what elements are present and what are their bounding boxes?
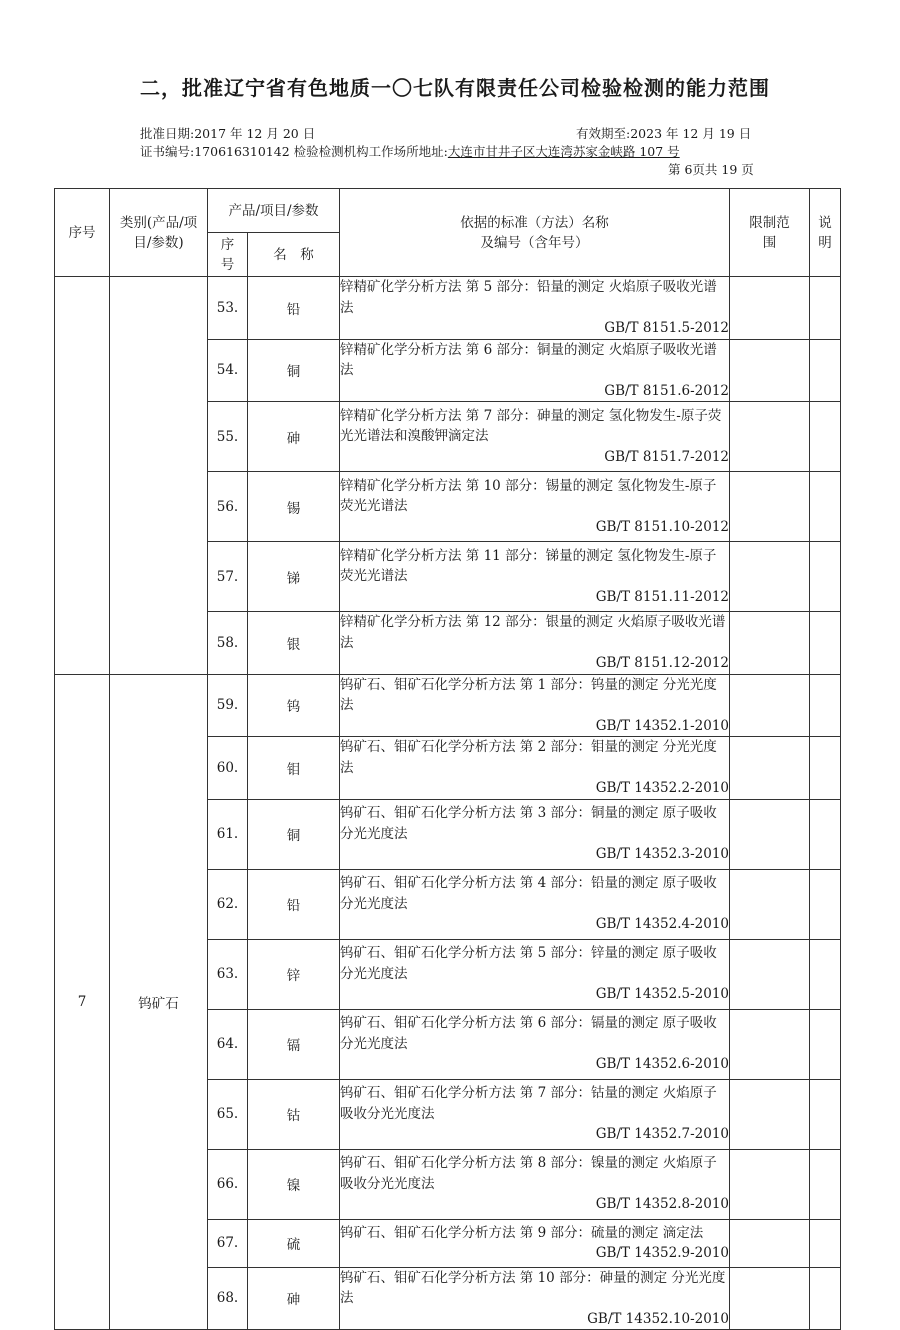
standard-title: 钨矿石、钼矿石化学分析方法 第 2 部分：钼量的测定 分光光度法 bbox=[340, 739, 717, 776]
standard-code-value: GB/T 14352.4-2010 bbox=[595, 916, 730, 933]
item-no: 60. bbox=[208, 737, 248, 800]
limit-cell bbox=[730, 339, 810, 402]
remark-cell bbox=[810, 1149, 841, 1219]
remark-cell bbox=[810, 1009, 841, 1079]
standard-code bbox=[340, 984, 729, 1005]
item-no: 57. bbox=[208, 542, 248, 612]
standard-cell bbox=[340, 674, 730, 737]
item-no: 53. bbox=[208, 277, 248, 340]
remark-cell bbox=[810, 1267, 841, 1330]
standard-code-value: GB/T 14352.5-2010 bbox=[595, 986, 730, 1003]
limit-cell bbox=[730, 1009, 810, 1079]
standard-code-value: GB/T 8151.7-2012 bbox=[604, 448, 730, 465]
item-no: 66. bbox=[208, 1149, 248, 1219]
standard-cell bbox=[340, 1267, 730, 1330]
standard-code-value: GB/T 14352.2-2010 bbox=[595, 780, 730, 796]
limit-cell bbox=[730, 472, 810, 542]
item-name: 钴 bbox=[248, 1079, 340, 1149]
standard-cell bbox=[340, 339, 730, 402]
standard-code bbox=[340, 1309, 729, 1330]
standard-title: 钨矿石、钼矿石化学分析方法 第 5 部分：锌量的测定 原子吸收分光光度法 bbox=[340, 945, 717, 982]
item-name: 铜 bbox=[248, 339, 340, 402]
standard-title: 钨矿石、钼矿石化学分析方法 第 1 部分：钨量的测定 分光光度法 bbox=[340, 676, 717, 713]
capability-table bbox=[54, 188, 841, 1330]
item-name: 砷 bbox=[248, 402, 340, 472]
table-row bbox=[55, 277, 841, 340]
standard-code-value: GB/T 14352.9-2010 bbox=[595, 1245, 730, 1261]
item-no: 67. bbox=[208, 1219, 248, 1267]
limit-cell bbox=[730, 277, 810, 340]
standard-code bbox=[340, 653, 729, 674]
group-seq bbox=[55, 277, 110, 675]
item-no: 55. bbox=[208, 402, 248, 472]
item-name: 钨 bbox=[248, 674, 340, 737]
item-no: 54. bbox=[208, 339, 248, 402]
item-name: 铅 bbox=[248, 869, 340, 939]
remark-cell bbox=[810, 542, 841, 612]
cert-no-label: 证书编号: bbox=[140, 144, 195, 159]
header-category: 类别(产品/项目/参数) bbox=[110, 189, 208, 277]
standard-code-value: GB/T 14352.6-2010 bbox=[595, 1056, 730, 1073]
standard-title: 锌精矿化学分析方法 第 5 部分：铅量的测定 火焰原子吸收光谱法 bbox=[340, 279, 717, 316]
standard-title: 钨矿石、钼矿石化学分析方法 第 4 部分：铅量的测定 原子吸收分光光度法 bbox=[340, 875, 717, 912]
limit-cell bbox=[730, 674, 810, 737]
standard-code-value: GB/T 8151.5-2012 bbox=[604, 320, 730, 336]
remark-cell bbox=[810, 674, 841, 737]
remark-cell bbox=[810, 799, 841, 869]
limit-cell bbox=[730, 612, 810, 675]
standard-cell bbox=[340, 1149, 730, 1219]
standard-code-value: GB/T 14352.10-2010 bbox=[587, 1310, 730, 1327]
item-name: 银 bbox=[248, 612, 340, 675]
limit-cell bbox=[730, 1079, 810, 1149]
standard-code-value: GB/T 14352.8-2010 bbox=[595, 1196, 730, 1213]
header-product-group: 产品/项目/参数 bbox=[208, 189, 340, 233]
item-name: 硫 bbox=[248, 1219, 340, 1267]
item-name: 镍 bbox=[248, 1149, 340, 1219]
item-no: 68. bbox=[208, 1267, 248, 1330]
item-name: 锑 bbox=[248, 542, 340, 612]
table-row bbox=[55, 674, 841, 737]
remark-cell bbox=[810, 737, 841, 800]
standard-code bbox=[340, 587, 729, 608]
standard-cell bbox=[340, 737, 730, 800]
header-limit: 限制范围 bbox=[730, 189, 810, 277]
standard-cell bbox=[340, 1009, 730, 1079]
approval-date bbox=[140, 124, 315, 142]
header-sub-seq: 序号 bbox=[208, 233, 248, 277]
header-standard: 依据的标准（方法）名称 及编号（含年号） bbox=[340, 189, 730, 277]
item-no: 59. bbox=[208, 674, 248, 737]
standard-title: 锌精矿化学分析方法 第 6 部分：铜量的测定 火焰原子吸收光谱法 bbox=[340, 341, 717, 378]
item-no: 58. bbox=[208, 612, 248, 675]
item-name: 锌 bbox=[248, 939, 340, 1009]
standard-title: 锌精矿化学分析方法 第 10 部分：锡量的测定 氢化物发生-原子荧光光谱法 bbox=[340, 477, 717, 515]
standard-cell bbox=[340, 799, 730, 869]
standard-code bbox=[340, 447, 729, 468]
group-category: 钨矿石 bbox=[110, 674, 208, 1330]
remark-cell bbox=[810, 339, 841, 402]
standard-cell bbox=[340, 1079, 730, 1149]
remark-cell bbox=[810, 612, 841, 675]
item-name: 镉 bbox=[248, 1009, 340, 1079]
standard-code bbox=[340, 778, 729, 799]
standard-code-value: GB/T 14352.7-2010 bbox=[595, 1126, 730, 1143]
page-number: 第 6页共 19 页 bbox=[668, 162, 754, 177]
header-seq: 序号 bbox=[55, 189, 110, 277]
standard-code-value: GB/T 8151.10-2012 bbox=[595, 518, 730, 535]
cert-no-value: 170616310142 bbox=[194, 144, 290, 159]
approval-date-value: 2017 年 12 月 20 日 bbox=[194, 126, 316, 141]
item-no: 62. bbox=[208, 869, 248, 939]
standard-code-value: GB/T 14352.3-2010 bbox=[595, 846, 730, 863]
item-name: 锡 bbox=[248, 472, 340, 542]
standard-code bbox=[340, 844, 729, 865]
item-no: 65. bbox=[208, 1079, 248, 1149]
standard-code bbox=[340, 1124, 729, 1145]
remark-cell bbox=[810, 869, 841, 939]
standard-cell bbox=[340, 277, 730, 340]
valid-until-label: 有效期至: bbox=[576, 126, 631, 141]
standard-title: 钨矿石、钼矿石化学分析方法 第 7 部分：钴量的测定 火焰原子吸收分光光度法 bbox=[340, 1085, 717, 1122]
limit-cell bbox=[730, 402, 810, 472]
address-label: 检验检测机构工作场所地址: bbox=[293, 144, 448, 159]
limit-cell bbox=[730, 1267, 810, 1330]
standard-code bbox=[340, 381, 729, 402]
standard-title: 锌精矿化学分析方法 第 7 部分：砷量的测定 氢化物发生-原子荧光光谱法和溴酸钾滴定法 bbox=[340, 407, 722, 445]
standard-code bbox=[340, 1054, 729, 1075]
standard-cell bbox=[340, 1219, 730, 1267]
group-seq: 7 bbox=[55, 674, 110, 1330]
page-title: 二，批准辽宁省有色地质一〇七队有限责任公司检验检测的能力范围 bbox=[140, 76, 770, 100]
standard-cell bbox=[340, 472, 730, 542]
standard-code bbox=[340, 1243, 729, 1264]
remark-cell bbox=[810, 1079, 841, 1149]
cert-line bbox=[140, 142, 680, 160]
standard-title: 钨矿石、钼矿石化学分析方法 第 9 部分：硫量的测定 滴定法 bbox=[340, 1224, 704, 1241]
item-no: 61. bbox=[208, 799, 248, 869]
item-name: 铅 bbox=[248, 277, 340, 340]
standard-cell bbox=[340, 542, 730, 612]
item-name: 铜 bbox=[248, 799, 340, 869]
item-no: 64. bbox=[208, 1009, 248, 1079]
limit-cell bbox=[730, 799, 810, 869]
standard-code bbox=[340, 318, 729, 339]
standard-code-value: GB/T 8151.12-2012 bbox=[595, 655, 730, 671]
standard-title: 锌精矿化学分析方法 第 12 部分：银量的测定 火焰原子吸收光谱法 bbox=[340, 614, 726, 651]
standard-title: 钨矿石、钼矿石化学分析方法 第 10 部分：砷量的测定 分光光度法 bbox=[340, 1269, 726, 1306]
standard-code bbox=[340, 716, 729, 737]
remark-cell bbox=[810, 402, 841, 472]
standard-code bbox=[340, 1194, 729, 1215]
standard-title: 钨矿石、钼矿石化学分析方法 第 8 部分：镍量的测定 火焰原子吸收分光光度法 bbox=[340, 1155, 717, 1192]
standard-cell bbox=[340, 612, 730, 675]
limit-cell bbox=[730, 737, 810, 800]
standard-code bbox=[340, 914, 729, 935]
approval-date-label: 批准日期: bbox=[140, 126, 195, 141]
remark-cell bbox=[810, 1219, 841, 1267]
valid-until bbox=[576, 124, 751, 142]
standard-code bbox=[340, 517, 729, 538]
standard-cell bbox=[340, 402, 730, 472]
limit-cell bbox=[730, 542, 810, 612]
item-no: 63. bbox=[208, 939, 248, 1009]
remark-cell bbox=[810, 939, 841, 1009]
limit-cell bbox=[730, 1149, 810, 1219]
item-no: 56. bbox=[208, 472, 248, 542]
limit-cell bbox=[730, 1219, 810, 1267]
item-name: 钼 bbox=[248, 737, 340, 800]
standard-title: 钨矿石、钼矿石化学分析方法 第 6 部分：镉量的测定 原子吸收分光光度法 bbox=[340, 1015, 717, 1052]
header-sub-name: 名 称 bbox=[248, 233, 340, 277]
standard-code-value: GB/T 8151.6-2012 bbox=[604, 382, 730, 399]
standard-code-value: GB/T 8151.11-2012 bbox=[595, 588, 730, 605]
address-value: 大连市甘井子区大连湾苏家金峡路 107 号 bbox=[447, 144, 680, 159]
item-name: 砷 bbox=[248, 1267, 340, 1330]
header-remark: 说明 bbox=[810, 189, 841, 277]
standard-cell bbox=[340, 939, 730, 1009]
valid-until-value: 2023 年 12 月 19 日 bbox=[630, 126, 752, 141]
group-category bbox=[110, 277, 208, 675]
standard-title: 钨矿石、钼矿石化学分析方法 第 3 部分：铜量的测定 原子吸收分光光度法 bbox=[340, 805, 717, 842]
standard-cell bbox=[340, 869, 730, 939]
limit-cell bbox=[730, 939, 810, 1009]
limit-cell bbox=[730, 869, 810, 939]
standard-code-value: GB/T 14352.1-2010 bbox=[595, 717, 730, 734]
remark-cell bbox=[810, 277, 841, 340]
remark-cell bbox=[810, 472, 841, 542]
standard-title: 锌精矿化学分析方法 第 11 部分：锑量的测定 氢化物发生-原子荧光光谱法 bbox=[340, 547, 717, 585]
